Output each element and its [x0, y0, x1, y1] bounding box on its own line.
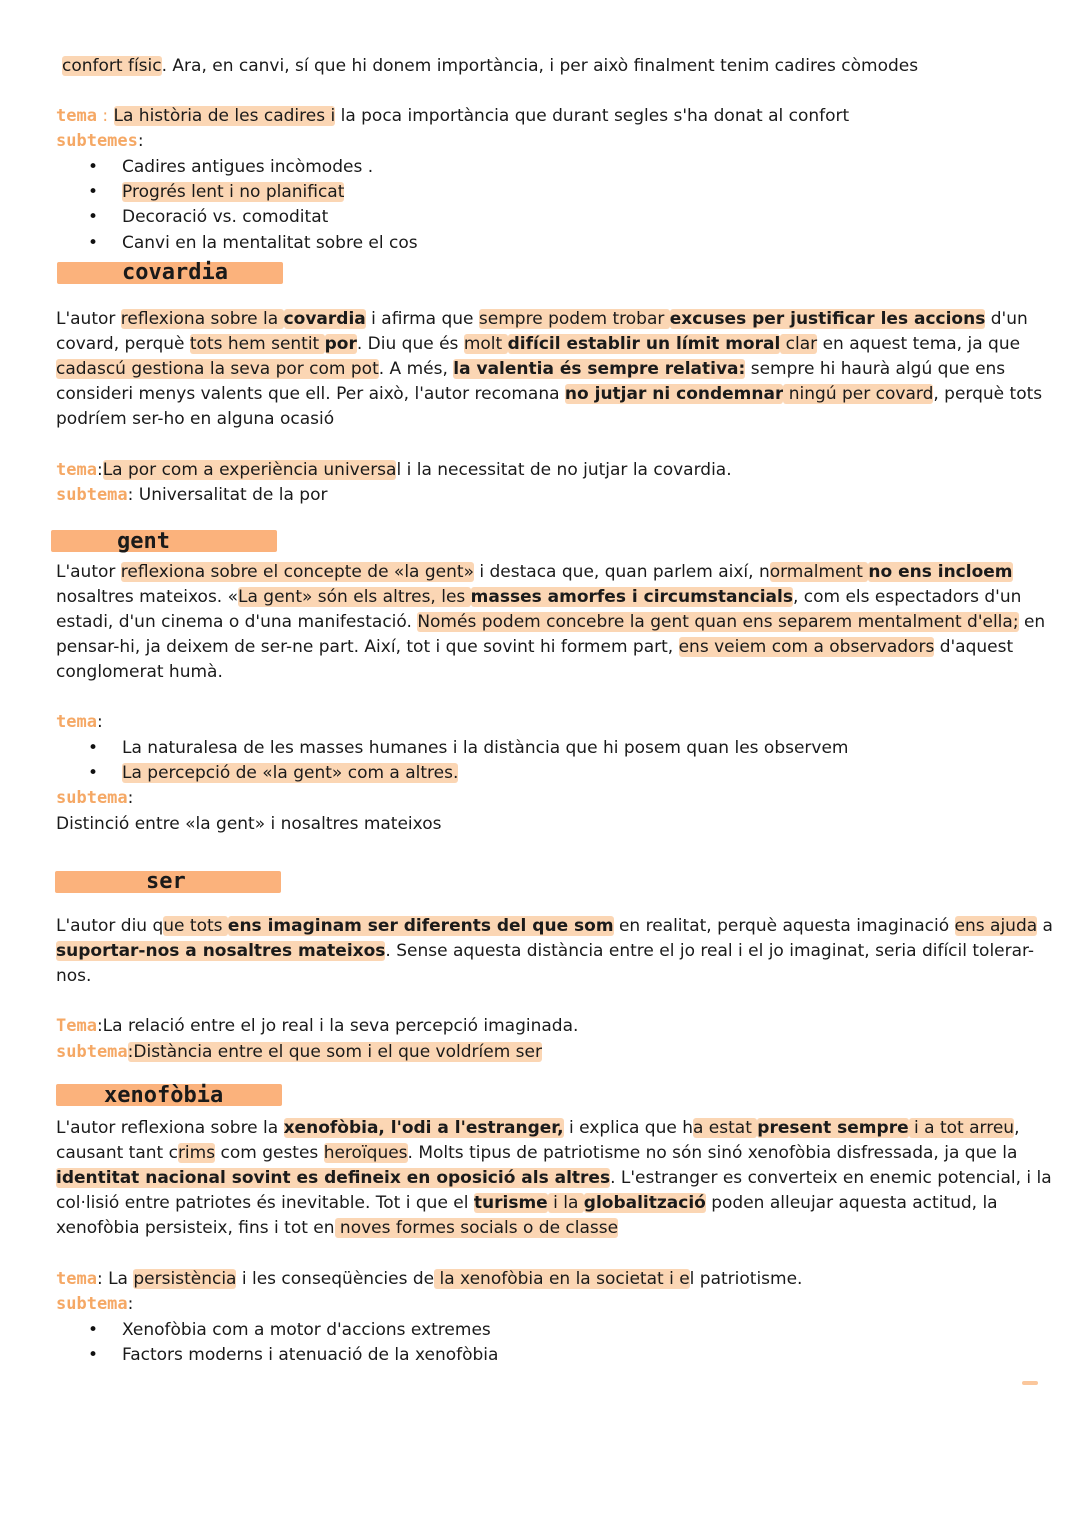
text: i explica que h — [563, 1118, 693, 1138]
highlight: ens ajuda — [954, 916, 1038, 936]
tema-label: tema — [56, 106, 97, 126]
highlight: reflexiona sobre el concepte de «la gent» — [120, 562, 474, 582]
text: pensar-hi, ja deixem de ser-ne part. Així, tot i que sovint hi formem part, — [56, 637, 679, 657]
highlight: la xenofòbia en la societat i e — [434, 1269, 690, 1289]
list-item: • Canvi en la mentalitat sobre el cos — [122, 231, 418, 256]
highlight: Només podem concebre la gent quan ens separem mentalment d'ella; — [417, 612, 1019, 632]
paragraph-line: nos. — [56, 966, 92, 986]
subtemes-label: subtemes — [56, 131, 138, 151]
list-item: • Xenofòbia com a motor d'accions extremes — [122, 1318, 491, 1343]
list-item — [122, 761, 458, 786]
highlight: :Distància entre el que som i el que voldríem ser — [127, 1042, 542, 1062]
paragraph-line: conglomerat humà. — [56, 662, 223, 682]
highlight: ens imaginam ser diferents del que som — [227, 916, 614, 936]
highlight: cadascú gestiona la seva por com pot — [56, 359, 379, 379]
subtema-line: subtema: — [56, 788, 134, 808]
highlight: ningú per covard — [783, 384, 934, 404]
highlight: La gent» són els altres, les — [238, 587, 471, 607]
highlight: la valentia és sempre relativa: — [453, 359, 746, 379]
paragraph-line — [56, 1166, 1052, 1191]
text: a — [1037, 916, 1053, 936]
highlight: suportar-nos a nosaltres mateixos — [56, 941, 386, 961]
text: L'autor — [56, 562, 121, 582]
text: , — [1014, 1118, 1020, 1138]
label-sep: : — [96, 106, 114, 126]
text: i les conseqüències de — [236, 1269, 435, 1289]
text: en aquest tema, ja que — [817, 334, 1021, 354]
highlight: i la — [547, 1193, 584, 1213]
text: L'autor reflexiona sobre la — [56, 1118, 284, 1138]
highlight: no ens incloem — [868, 562, 1013, 582]
tema-label: tema — [56, 460, 97, 480]
highlight: turisme — [473, 1193, 548, 1213]
paragraph-line — [56, 1141, 1017, 1166]
text: : La — [96, 1269, 134, 1289]
tema-label: Tema — [56, 1016, 97, 1036]
paragraph-line — [56, 914, 1053, 939]
text: L'autor — [56, 309, 121, 329]
highlight: noves formes socials o de classe — [334, 1218, 619, 1238]
highlight: i a tot arreu — [908, 1118, 1015, 1138]
highlight: identitat nacional sovint es defineix en oposició als altres — [56, 1168, 611, 1188]
list-item: • La naturalesa de les masses humanes i la distància que hi posem quan les observem — [122, 736, 849, 761]
tema-label: tema — [56, 712, 97, 732]
text: L'autor diu q — [56, 916, 164, 936]
text: estadi, d'un cinema o d'una manifestació. — [56, 612, 418, 632]
paragraph-line: podríem ser-ho en alguna ocasió — [56, 409, 335, 429]
text: consideri menys valents que ell. Per això, l'autor recomana — [56, 384, 565, 404]
subtema-label: subtema — [56, 485, 128, 505]
text: :La relació entre el jo real i la seva percepció imaginada. — [96, 1016, 579, 1036]
text: ja que la — [944, 1143, 1018, 1163]
highlight: La percepció de «la gent» com a altres. — [122, 763, 459, 783]
highlight: Progrés lent i no planificat — [122, 182, 345, 202]
paragraph-line — [56, 939, 1034, 964]
highlight: a estat — [692, 1118, 758, 1138]
intro-line — [62, 54, 918, 79]
highlight: excuses per justificar les accions — [669, 309, 986, 329]
text: , perquè tots — [933, 384, 1043, 404]
highlight: globalització — [583, 1193, 706, 1213]
text: causant tant c — [56, 1143, 178, 1163]
highlight: difícil establir un límit moral — [507, 334, 781, 354]
text: col·lisió entre patriotes és inevitable. Tot i que el — [56, 1193, 474, 1213]
paragraph-line — [56, 307, 1028, 332]
highlight: tots hem sentit — [189, 334, 325, 354]
subtema-label: subtema — [56, 1294, 128, 1314]
section-heading-xenofobia: xenofòbia — [104, 1083, 224, 1108]
subtema-label: subtema — [56, 1042, 128, 1062]
highlight: rims — [177, 1143, 216, 1163]
subtema-text: Distinció entre «la gent» i nosaltres mateixos — [56, 814, 442, 834]
text: d'aquest — [934, 637, 1014, 657]
text: . Ara, en canvi, sí que hi donem importància, i per això finalment tenim cadires còmodes — [161, 56, 919, 76]
text: xenofòbia persisteix, fins i tot en — [56, 1218, 335, 1238]
list-item — [122, 180, 344, 205]
paragraph-line — [56, 635, 1013, 660]
subtema-line: subtema: — [56, 1294, 134, 1314]
tema-line — [56, 104, 849, 129]
text: : Universalitat de la por — [127, 485, 328, 505]
paragraph-line — [56, 1216, 618, 1241]
list-item: • Cadires antigues incòmodes . — [122, 155, 373, 180]
subtema-line — [56, 483, 328, 508]
text: . Sense aquesta distància entre el jo real i el jo imaginat, seria difícil tolerar- — [385, 941, 1035, 961]
highlight: La història de les cadires i — [113, 106, 336, 126]
highlight: sempre podem trobar — [478, 309, 670, 329]
paragraph-line — [56, 332, 1020, 357]
highlight: clar — [780, 334, 818, 354]
highlight: reflexiona sobre la — [120, 309, 284, 329]
subtema-label: subtema — [56, 788, 128, 808]
highlight: ormalment — [769, 562, 869, 582]
highlight: covardia — [283, 309, 366, 329]
highlight: heroïques — [323, 1143, 408, 1163]
text: com gestes — [215, 1143, 324, 1163]
tema-line — [56, 1014, 578, 1039]
text: i destaca que, quan parlem així, n — [473, 562, 770, 582]
text: i afirma que — [365, 309, 479, 329]
section-heading-ser: ser — [146, 869, 186, 894]
tema-line: tema: — [56, 712, 103, 732]
paragraph-line — [56, 585, 1021, 610]
highlight: por — [324, 334, 357, 354]
text: la poca importància que durant segles s'ha donat al confort — [335, 106, 850, 126]
text: sempre hi haurà algú que ens — [745, 359, 1006, 379]
highlight-mark — [1022, 1381, 1038, 1385]
tema-line — [56, 1267, 802, 1292]
paragraph-line — [56, 382, 1042, 407]
text: . Diu que és — [356, 334, 464, 354]
tema-line: tema:La por com a experiència universal i la necessitat de no jutjar la covardia. — [56, 460, 732, 480]
text: en — [1018, 612, 1046, 632]
highlight: present sempre — [757, 1118, 909, 1138]
highlight: ens veiem com a observadors — [678, 637, 935, 657]
subtema-line — [56, 1040, 542, 1065]
highlight: molt — [463, 334, 508, 354]
paragraph-line — [56, 560, 1013, 585]
paragraph-line — [56, 610, 1045, 635]
text: l i la necessitat de no jutjar la covardia. — [396, 460, 732, 480]
highlight: ue tots — [163, 916, 228, 936]
text: l patriotisme. — [689, 1269, 803, 1289]
highlight: no jutjar ni condemnar — [564, 384, 784, 404]
text: , com els espectadors d'un — [792, 587, 1022, 607]
paragraph-line — [56, 1191, 998, 1216]
paragraph-line — [56, 357, 1005, 382]
list-item: • Decoració vs. comoditat — [122, 205, 328, 230]
text: . A més, — [378, 359, 454, 379]
paragraph-line — [56, 1116, 1019, 1141]
text: en realitat, perquè aquesta imaginació — [613, 916, 955, 936]
subtemes-line: subtemes: — [56, 131, 144, 151]
highlight: confort físic — [62, 56, 162, 76]
tema-label: tema — [56, 1269, 97, 1289]
highlight: masses amorfes i circumstancials — [470, 587, 793, 607]
highlight: La por com a experiència universa — [102, 460, 397, 480]
section-heading-gent: gent — [117, 529, 170, 554]
list-item: • Factors moderns i atenuació de la xenofòbia — [122, 1343, 498, 1368]
text: . Molts tipus de patriotisme no són sinó xenofòbia disfressada, — [407, 1143, 945, 1163]
text: nosaltres mateixos. « — [56, 587, 239, 607]
highlight: persistència — [133, 1269, 237, 1289]
text: poden alleujar aquesta actitud, la — [705, 1193, 998, 1213]
section-heading-covardia: covardia — [122, 260, 228, 285]
text: covard, perquè — [56, 334, 190, 354]
text: d'un — [985, 309, 1028, 329]
text: . L'estranger es converteix en enemic potencial, i la — [610, 1168, 1052, 1188]
highlight: xenofòbia, l'odi a l'estranger, — [283, 1118, 564, 1138]
